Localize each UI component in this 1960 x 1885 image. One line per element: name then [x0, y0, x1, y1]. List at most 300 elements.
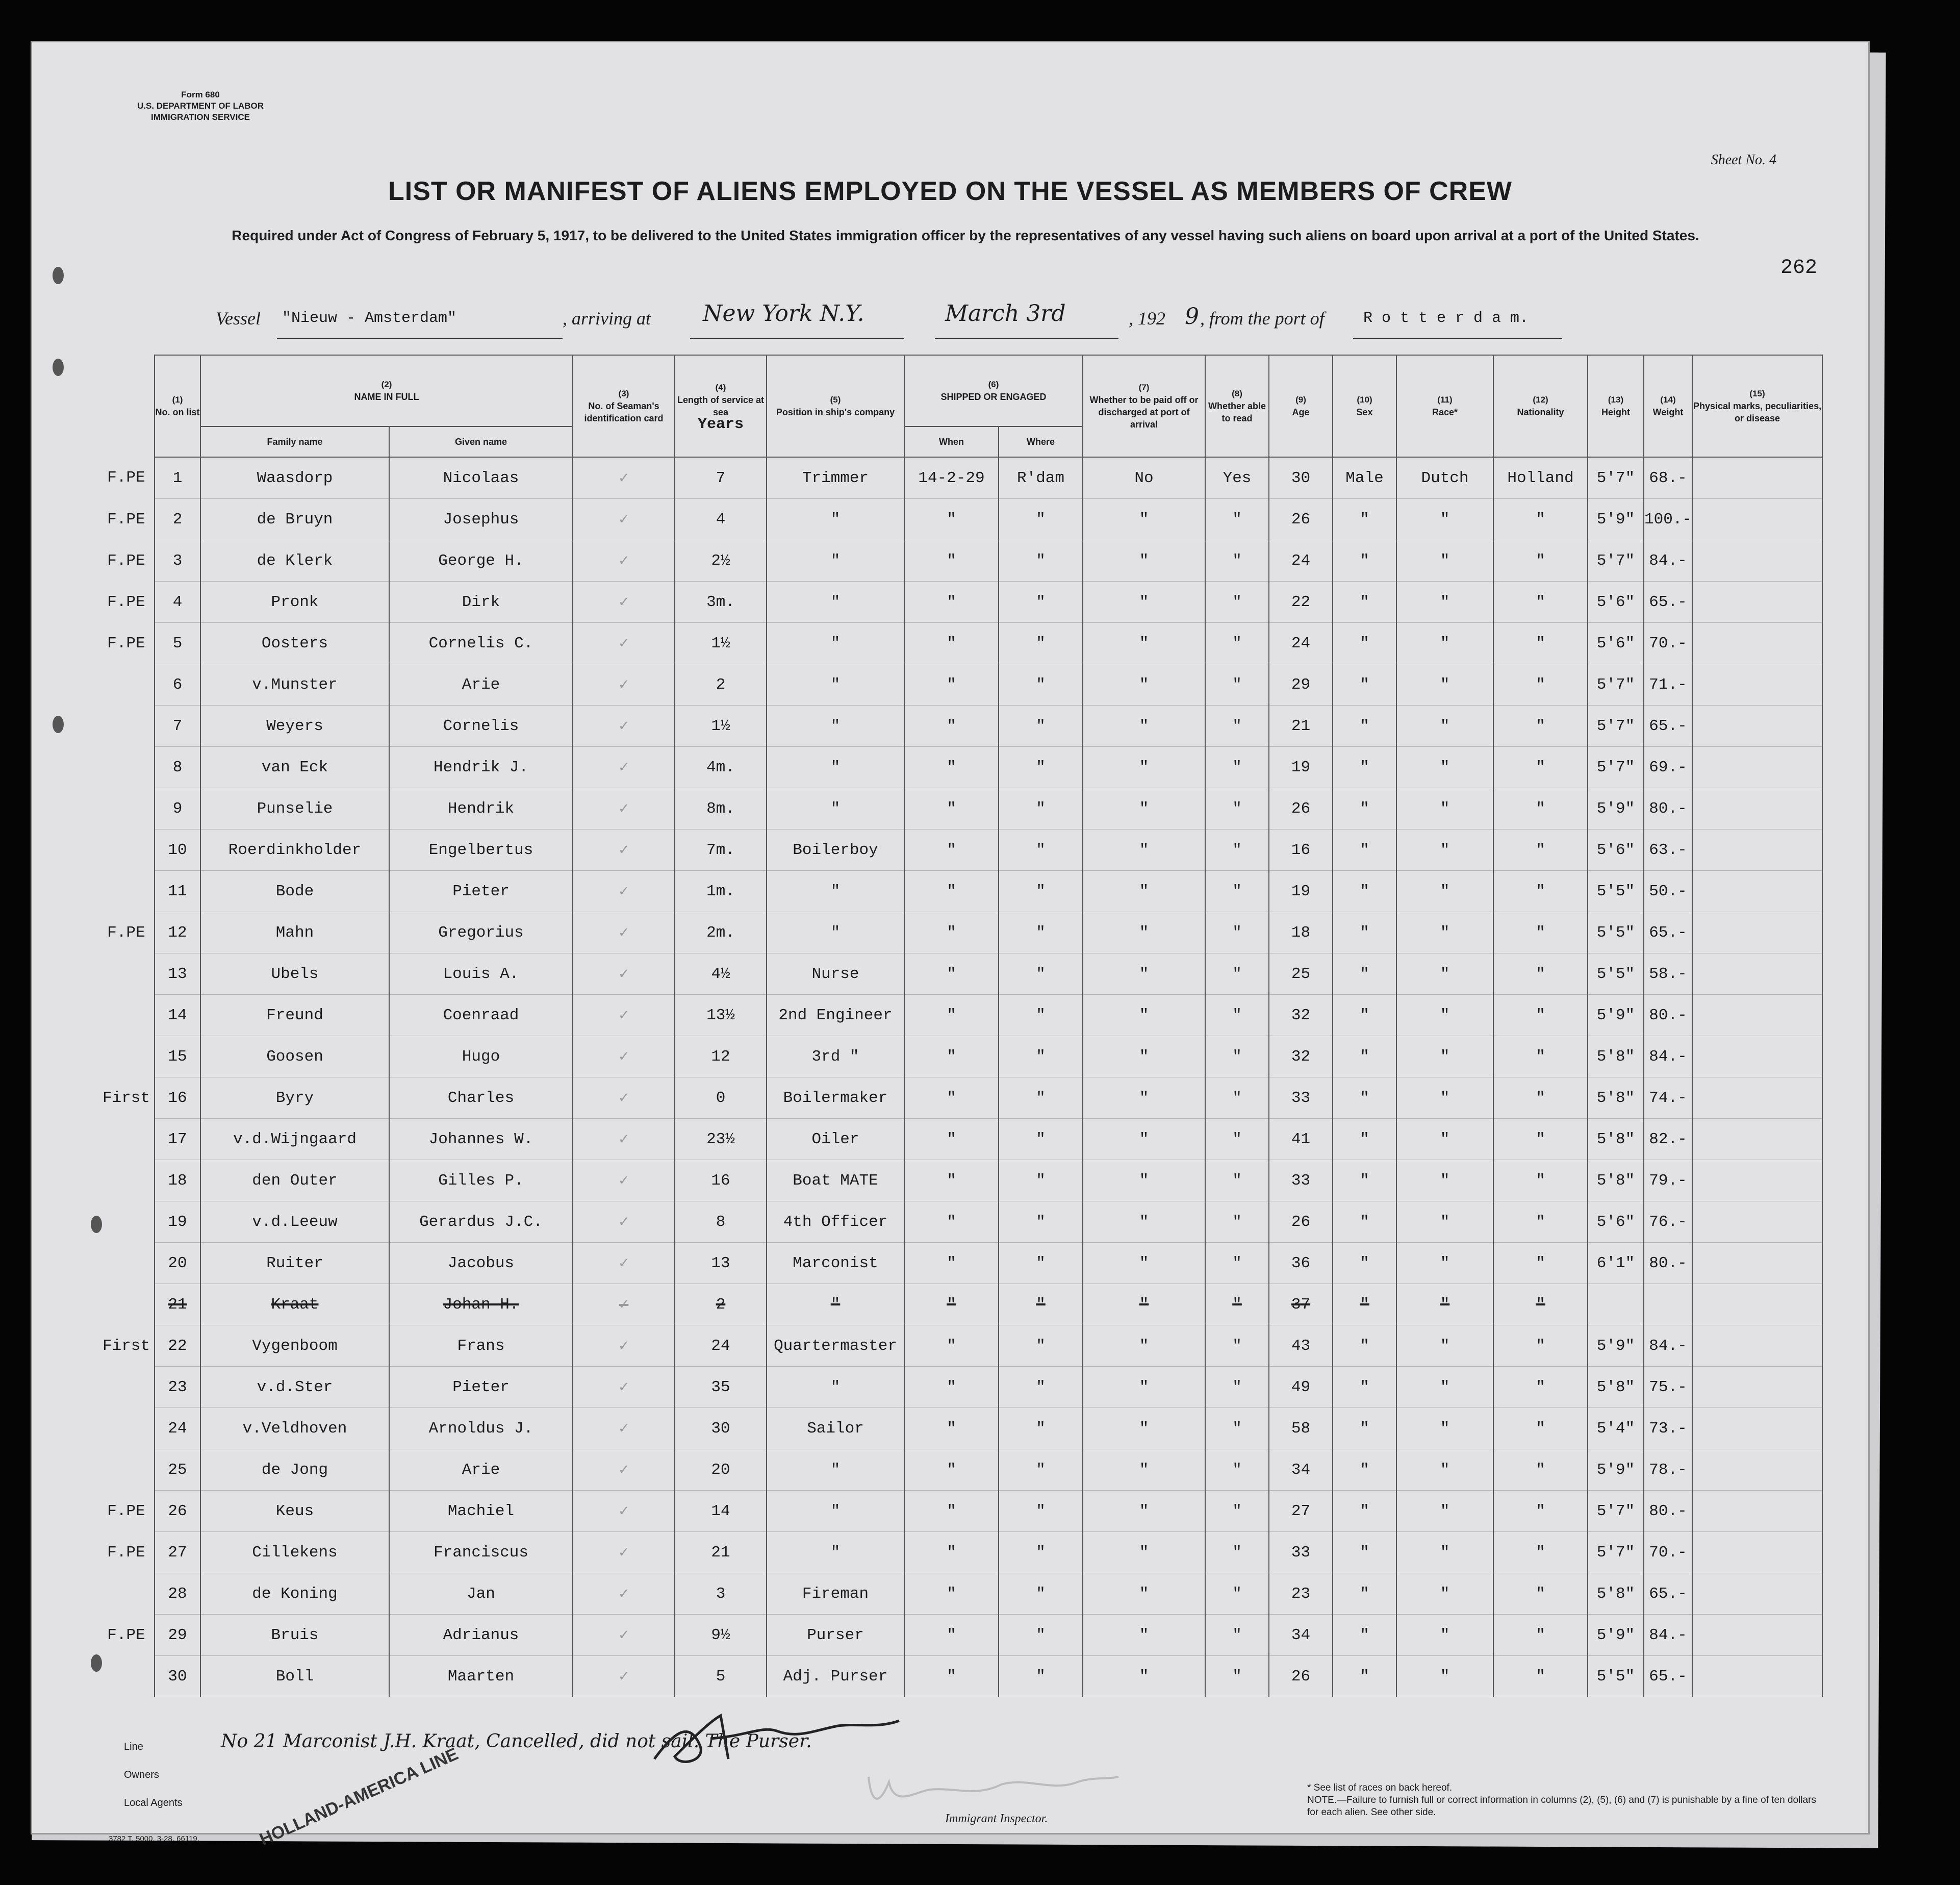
able-to-read: " — [1205, 1036, 1269, 1077]
row-number: 1 — [155, 457, 200, 499]
family-name: Pronk — [200, 582, 389, 623]
physical-marks — [1692, 1036, 1822, 1077]
paid-off: " — [1083, 1449, 1205, 1491]
sex: " — [1333, 1036, 1396, 1077]
shipped-where: " — [999, 499, 1083, 540]
age: 34 — [1269, 1449, 1333, 1491]
age: 36 — [1269, 1243, 1333, 1284]
shipped-where: " — [999, 995, 1083, 1036]
able-to-read: " — [1205, 1325, 1269, 1367]
position: 4th Officer — [767, 1201, 904, 1243]
id-card-tick: ✓ — [573, 1656, 675, 1697]
nationality: " — [1493, 1160, 1588, 1201]
position: Marconist — [767, 1243, 904, 1284]
table-row — [98, 788, 1822, 830]
weight: 65.- — [1644, 582, 1692, 623]
nationality: " — [1493, 499, 1588, 540]
nationality: " — [1493, 582, 1588, 623]
weight — [1644, 1284, 1692, 1325]
table-row — [98, 499, 1822, 540]
row-margin-mark: F.PE — [107, 551, 145, 570]
age: 32 — [1269, 1036, 1333, 1077]
shipped-where: " — [999, 582, 1083, 623]
weight: 78.- — [1644, 1449, 1692, 1491]
able-to-read: " — [1205, 1243, 1269, 1284]
race: " — [1396, 1367, 1493, 1408]
nationality: " — [1493, 1243, 1588, 1284]
sex: " — [1333, 1532, 1396, 1573]
physical-marks — [1692, 953, 1822, 995]
page-subtitle: Required under Act of Congress of February 5, 1917, to be delivered to the United States immigration officer by the representatives of any vessel having such aliens on board upon arrival at a port of the United States. — [232, 228, 1699, 243]
shipped-when: " — [904, 1367, 999, 1408]
family-name: v.Munster — [200, 664, 389, 706]
shipped-where: " — [999, 706, 1083, 747]
table-row — [98, 706, 1822, 747]
physical-marks — [1692, 1449, 1822, 1491]
row-number: 22 — [155, 1325, 200, 1367]
table-row — [98, 623, 1822, 664]
shipped-where: " — [999, 1243, 1083, 1284]
row-margin-mark — [98, 664, 155, 706]
paid-off: " — [1083, 582, 1205, 623]
service-years: 3m. — [675, 582, 767, 623]
table-row — [98, 540, 1822, 582]
row-margin-mark — [98, 706, 155, 747]
shipped-where: " — [999, 1077, 1083, 1119]
family-name: Vygenboom — [200, 1325, 389, 1367]
position: Boat MATE — [767, 1160, 904, 1201]
nationality: " — [1493, 1036, 1588, 1077]
race: " — [1396, 830, 1493, 871]
service-years: 35 — [675, 1367, 767, 1408]
height: 5'7" — [1588, 457, 1644, 499]
row-number: 7 — [155, 706, 200, 747]
shipped-when: 14-2-29 — [904, 457, 999, 499]
vessel-label: Vessel — [216, 308, 261, 329]
family-name: Mahn — [200, 912, 389, 953]
table-row — [98, 747, 1822, 788]
paid-off: " — [1083, 1119, 1205, 1160]
given-name: Hendrik J. — [389, 747, 573, 788]
able-to-read: " — [1205, 1077, 1269, 1119]
race: " — [1396, 540, 1493, 582]
row-number: 5 — [155, 623, 200, 664]
family-name: Punselie — [200, 788, 389, 830]
physical-marks — [1692, 788, 1822, 830]
service-years: 4m. — [675, 747, 767, 788]
height: 5'9" — [1588, 788, 1644, 830]
race: Dutch — [1396, 457, 1493, 499]
weight: 68.- — [1644, 457, 1692, 499]
able-to-read: " — [1205, 1367, 1269, 1408]
row-margin-mark: F.PE — [107, 510, 145, 529]
row-margin-mark — [98, 830, 155, 871]
shipped-where: " — [999, 1573, 1083, 1615]
row-margin-mark: First — [102, 1089, 150, 1107]
race: " — [1396, 871, 1493, 912]
year-digit: 9 — [1185, 304, 1199, 330]
row-number: 11 — [155, 871, 200, 912]
nationality: " — [1493, 1077, 1588, 1119]
row-number: 13 — [155, 953, 200, 995]
row-margin-mark: F.PE — [107, 634, 145, 652]
sex: " — [1333, 540, 1396, 582]
paid-off: " — [1083, 499, 1205, 540]
row-margin-mark — [98, 1573, 155, 1615]
physical-marks — [1692, 871, 1822, 912]
given-name: Louis A. — [389, 953, 573, 995]
row-number: 30 — [155, 1656, 200, 1697]
shipped-when: " — [904, 1573, 999, 1615]
manifest-sheet — [31, 41, 1870, 1850]
given-name: Machiel — [389, 1491, 573, 1532]
shipped-where: " — [999, 1656, 1083, 1697]
shipped-when: " — [904, 1201, 999, 1243]
shipped-where: " — [999, 1325, 1083, 1367]
id-card-tick: ✓ — [573, 871, 675, 912]
id-card-tick: ✓ — [573, 1243, 675, 1284]
col-race: (11) Race* — [1396, 355, 1493, 457]
row-number: 23 — [155, 1367, 200, 1408]
position: " — [767, 540, 904, 582]
table-row — [98, 1284, 1822, 1325]
position: " — [767, 1532, 904, 1573]
row-margin-mark — [98, 1656, 155, 1697]
nationality: " — [1493, 1491, 1588, 1532]
print-code: 3782 T. 5000. 3-28. 66119. — [109, 1834, 199, 1843]
table-row — [98, 1367, 1822, 1408]
able-to-read: " — [1205, 953, 1269, 995]
sex: " — [1333, 1615, 1396, 1656]
weight: 65.- — [1644, 912, 1692, 953]
row-margin-mark: F.PE — [107, 1626, 145, 1644]
paid-off: " — [1083, 664, 1205, 706]
weight: 76.- — [1644, 1201, 1692, 1243]
service-years: 9½ — [675, 1615, 767, 1656]
able-to-read: " — [1205, 1615, 1269, 1656]
service-years: 5 — [675, 1656, 767, 1697]
service-years: 1½ — [675, 706, 767, 747]
table-row — [98, 457, 1822, 499]
col-where: Where — [999, 426, 1083, 457]
table-row — [98, 953, 1822, 995]
physical-marks — [1692, 1119, 1822, 1160]
race: " — [1396, 1615, 1493, 1656]
row-margin-mark: F.PE — [107, 1543, 145, 1562]
nationality: " — [1493, 1573, 1588, 1615]
row-number: 15 — [155, 1036, 200, 1077]
family-name: Goosen — [200, 1036, 389, 1077]
col-given-name: Given name — [389, 426, 573, 457]
age: 26 — [1269, 1656, 1333, 1697]
physical-marks — [1692, 1160, 1822, 1201]
nationality: Holland — [1493, 457, 1588, 499]
service-years: 2m. — [675, 912, 767, 953]
table-row — [98, 995, 1822, 1036]
weight: 84.- — [1644, 1036, 1692, 1077]
height: 5'8" — [1588, 1036, 1644, 1077]
weight: 73.- — [1644, 1408, 1692, 1449]
paid-off: " — [1083, 871, 1205, 912]
service-years: 4 — [675, 499, 767, 540]
physical-marks — [1692, 664, 1822, 706]
shipped-when: " — [904, 1656, 999, 1697]
penalty-footnote: NOTE.—Failure to furnish full or correct information in columns (2), (5), (6) and (7) is punishable by a fine of ten dollars for each alien. See other side. — [1307, 1795, 1816, 1818]
nationality: " — [1493, 830, 1588, 871]
family-name: Bruis — [200, 1615, 389, 1656]
family-name: de Bruyn — [200, 499, 389, 540]
race: " — [1396, 1656, 1493, 1697]
row-margin-mark: F.PE — [107, 1502, 145, 1520]
table-row — [98, 1491, 1822, 1532]
col-service: (4) Length of service at sea Years — [675, 355, 767, 457]
age: 30 — [1269, 457, 1333, 499]
vessel-underline — [277, 338, 563, 339]
age: 19 — [1269, 871, 1333, 912]
race: " — [1396, 1408, 1493, 1449]
physical-marks — [1692, 995, 1822, 1036]
from-port-label: , from the port of — [1200, 308, 1325, 329]
weight: 70.- — [1644, 1532, 1692, 1573]
race: " — [1396, 1243, 1493, 1284]
nationality: " — [1493, 1325, 1588, 1367]
paid-off: " — [1083, 995, 1205, 1036]
given-name: Gilles P. — [389, 1160, 573, 1201]
service-years: 12 — [675, 1036, 767, 1077]
given-name: Arie — [389, 1449, 573, 1491]
family-name: v.d.Ster — [200, 1367, 389, 1408]
id-card-tick: ✓ — [573, 1491, 675, 1532]
service-years: 0 — [675, 1077, 767, 1119]
id-card-tick: ✓ — [573, 747, 675, 788]
service-years: 14 — [675, 1491, 767, 1532]
position: Trimmer — [767, 457, 904, 499]
shipped-when: " — [904, 1119, 999, 1160]
col-age: (9) Age — [1269, 355, 1333, 457]
paid-off: " — [1083, 747, 1205, 788]
sex: " — [1333, 1077, 1396, 1119]
paid-off: " — [1083, 788, 1205, 830]
nationality: " — [1493, 747, 1588, 788]
age: 26 — [1269, 499, 1333, 540]
race: " — [1396, 706, 1493, 747]
weight: 84.- — [1644, 1325, 1692, 1367]
line-label: Line — [124, 1741, 143, 1752]
weight: 80.- — [1644, 1243, 1692, 1284]
id-card-tick: ✓ — [573, 1160, 675, 1201]
row-number: 9 — [155, 788, 200, 830]
page-number: 262 — [1780, 257, 1817, 280]
shipped-where: " — [999, 788, 1083, 830]
nationality: " — [1493, 1532, 1588, 1573]
height: 5'5" — [1588, 912, 1644, 953]
given-name: Jacobus — [389, 1243, 573, 1284]
able-to-read: " — [1205, 830, 1269, 871]
age: 26 — [1269, 1201, 1333, 1243]
physical-marks — [1692, 1532, 1822, 1573]
race: " — [1396, 1036, 1493, 1077]
col-id-card: (3) No. of Seaman's identification card — [573, 355, 675, 457]
height — [1588, 1284, 1644, 1325]
table-row — [98, 1573, 1822, 1615]
shipped-when: " — [904, 706, 999, 747]
col-position: (5) Position in ship's company — [767, 355, 904, 457]
shipped-when: " — [904, 1615, 999, 1656]
paid-off: " — [1083, 1532, 1205, 1573]
shipped-when: " — [904, 1449, 999, 1491]
id-card-tick: ✓ — [573, 1573, 675, 1615]
id-card-tick: ✓ — [573, 1408, 675, 1449]
family-name: Keus — [200, 1491, 389, 1532]
able-to-read: " — [1205, 1160, 1269, 1201]
height: 5'9" — [1588, 1449, 1644, 1491]
given-name: Frans — [389, 1325, 573, 1367]
service-years: 21 — [675, 1532, 767, 1573]
physical-marks — [1692, 582, 1822, 623]
age: 33 — [1269, 1077, 1333, 1119]
col-when: When — [904, 426, 999, 457]
age: 37 — [1269, 1284, 1333, 1325]
shipped-where: " — [999, 747, 1083, 788]
nationality: " — [1493, 1284, 1588, 1325]
race: " — [1396, 1077, 1493, 1119]
age: 33 — [1269, 1160, 1333, 1201]
nationality: " — [1493, 1201, 1588, 1243]
shipped-where: R'dam — [999, 457, 1083, 499]
row-margin-mark — [98, 1367, 155, 1408]
able-to-read: " — [1205, 1119, 1269, 1160]
paid-off: " — [1083, 540, 1205, 582]
family-name: de Klerk — [200, 540, 389, 582]
arrival-date: March 3rd — [945, 300, 1066, 326]
row-number: 18 — [155, 1160, 200, 1201]
family-name: v.d.Leeuw — [200, 1201, 389, 1243]
able-to-read: " — [1205, 1573, 1269, 1615]
col-weight: (14) Weight — [1644, 355, 1692, 457]
age: 34 — [1269, 1615, 1333, 1656]
paid-off: " — [1083, 912, 1205, 953]
shipped-when: " — [904, 1325, 999, 1367]
row-margin-mark: First — [102, 1337, 150, 1355]
physical-marks — [1692, 540, 1822, 582]
row-number: 28 — [155, 1573, 200, 1615]
punch-hole — [53, 716, 64, 733]
able-to-read: Yes — [1205, 457, 1269, 499]
age: 43 — [1269, 1325, 1333, 1367]
paid-off: " — [1083, 706, 1205, 747]
shipped-when: " — [904, 664, 999, 706]
shipped-when: " — [904, 1408, 999, 1449]
row-number: 17 — [155, 1119, 200, 1160]
given-name: Nicolaas — [389, 457, 573, 499]
races-footnote: * See list of races on back hereof. — [1307, 1782, 1453, 1793]
table-row — [98, 1201, 1822, 1243]
family-name: Roerdinkholder — [200, 830, 389, 871]
family-name: Freund — [200, 995, 389, 1036]
weight: 65.- — [1644, 706, 1692, 747]
age: 25 — [1269, 953, 1333, 995]
able-to-read: " — [1205, 499, 1269, 540]
service-years: 7 — [675, 457, 767, 499]
able-to-read: " — [1205, 871, 1269, 912]
id-card-tick: ✓ — [573, 788, 675, 830]
nationality: " — [1493, 1615, 1588, 1656]
position: Fireman — [767, 1573, 904, 1615]
given-name: Gregorius — [389, 912, 573, 953]
inspector-signature — [858, 1762, 1124, 1818]
weight: 82.- — [1644, 1119, 1692, 1160]
table-row — [98, 1449, 1822, 1491]
weight: 84.- — [1644, 1615, 1692, 1656]
family-name: Bode — [200, 871, 389, 912]
row-number: 14 — [155, 995, 200, 1036]
race: " — [1396, 1284, 1493, 1325]
position: 2nd Engineer — [767, 995, 904, 1036]
service-years: 2 — [675, 664, 767, 706]
race: " — [1396, 1449, 1493, 1491]
shipped-where: " — [999, 1036, 1083, 1077]
shipped-when: " — [904, 953, 999, 995]
paid-off: " — [1083, 1284, 1205, 1325]
table-row — [98, 582, 1822, 623]
id-card-tick: ✓ — [573, 830, 675, 871]
able-to-read: " — [1205, 540, 1269, 582]
shipped-where: " — [999, 664, 1083, 706]
row-number: 4 — [155, 582, 200, 623]
shipped-where: " — [999, 623, 1083, 664]
shipped-where: " — [999, 1449, 1083, 1491]
family-name: Oosters — [200, 623, 389, 664]
weight: 65.- — [1644, 1573, 1692, 1615]
nationality: " — [1493, 623, 1588, 664]
position: Adj. Purser — [767, 1656, 904, 1697]
sex: " — [1333, 582, 1396, 623]
able-to-read: " — [1205, 1532, 1269, 1573]
height: 5'8" — [1588, 1573, 1644, 1615]
row-number: 8 — [155, 747, 200, 788]
weight: 71.- — [1644, 664, 1692, 706]
id-card-tick: ✓ — [573, 1615, 675, 1656]
service-years: 1½ — [675, 623, 767, 664]
height: 5'6" — [1588, 623, 1644, 664]
sex: " — [1333, 788, 1396, 830]
nationality: " — [1493, 995, 1588, 1036]
age: 21 — [1269, 706, 1333, 747]
age: 24 — [1269, 540, 1333, 582]
age: 58 — [1269, 1408, 1333, 1449]
id-card-tick: ✓ — [573, 1201, 675, 1243]
shipped-when: " — [904, 1243, 999, 1284]
age: 26 — [1269, 788, 1333, 830]
service-years: 30 — [675, 1408, 767, 1449]
race: " — [1396, 1201, 1493, 1243]
col-paid-off: (7) Whether to be paid off or discharged at port of arrival — [1083, 355, 1205, 457]
service-years: 7m. — [675, 830, 767, 871]
position: Quartermaster — [767, 1325, 904, 1367]
shipped-where: " — [999, 953, 1083, 995]
race: " — [1396, 747, 1493, 788]
physical-marks — [1692, 457, 1822, 499]
table-row — [98, 1408, 1822, 1449]
given-name: Pieter — [389, 871, 573, 912]
form-number: Form 680 — [181, 90, 220, 99]
position: " — [767, 871, 904, 912]
service-years: 13½ — [675, 995, 767, 1036]
age: 22 — [1269, 582, 1333, 623]
position: Sailor — [767, 1408, 904, 1449]
weight: 74.- — [1644, 1077, 1692, 1119]
weight: 80.- — [1644, 995, 1692, 1036]
